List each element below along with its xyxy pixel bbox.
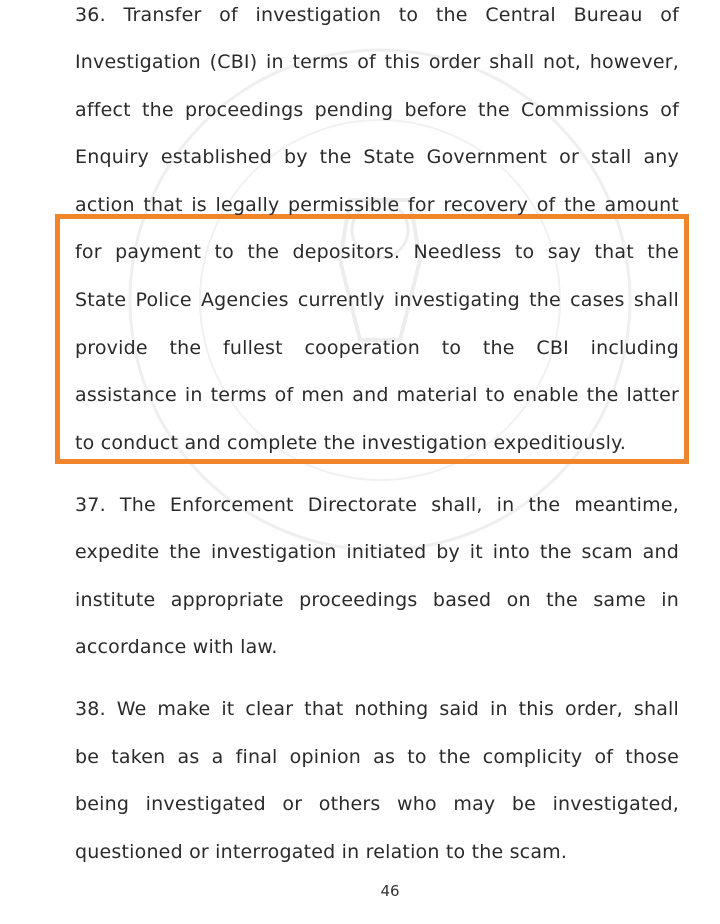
para-38-line-4: questioned or interrogated in relation to the scam. — [75, 841, 568, 863]
para-36-line-8: provide the fullest cooperation to the CBI including — [75, 337, 679, 359]
para-36-line-1: 36. Transfer of investigation to the Central Bureau of — [75, 4, 679, 26]
para-37-line-2: expedite the investigation initiated by it into the scam and — [75, 541, 679, 563]
para-37-line-4: accordance with law. — [75, 636, 278, 658]
page-number: 46 — [380, 882, 400, 900]
para-38-line-1: 38. We make it clear that nothing said in this order, shall — [75, 698, 679, 720]
para-36-line-2: Investigation (CBI) in terms of this order shall not, however, — [75, 51, 679, 73]
para-37-line-3: institute appropriate proceedings based on the same in — [75, 589, 679, 611]
para-36-line-4: Enquiry established by the State Government or stall any — [75, 146, 679, 168]
para-36-line-5: action that is legally permissible for recovery of the amount — [75, 194, 679, 216]
para-36-line-7: State Police Agencies currently investigating the cases shall — [75, 289, 679, 311]
para-36-line-3: affect the proceedings pending before the Commissions of — [75, 99, 679, 121]
para-36-line-9: assistance in terms of men and material to enable the latter — [75, 384, 679, 406]
para-37-line-1: 37. The Enforcement Directorate shall, in the meantime, — [75, 494, 679, 516]
para-36-line-6: for payment to the depositors. Needless to say that the — [75, 241, 679, 263]
para-38-line-2: be taken as a final opinion as to the complicity of those — [75, 746, 679, 768]
para-36-line-10: to conduct and complete the investigation expeditiously. — [75, 432, 627, 454]
para-38-line-3: being investigated or others who may be investigated, — [75, 793, 679, 815]
